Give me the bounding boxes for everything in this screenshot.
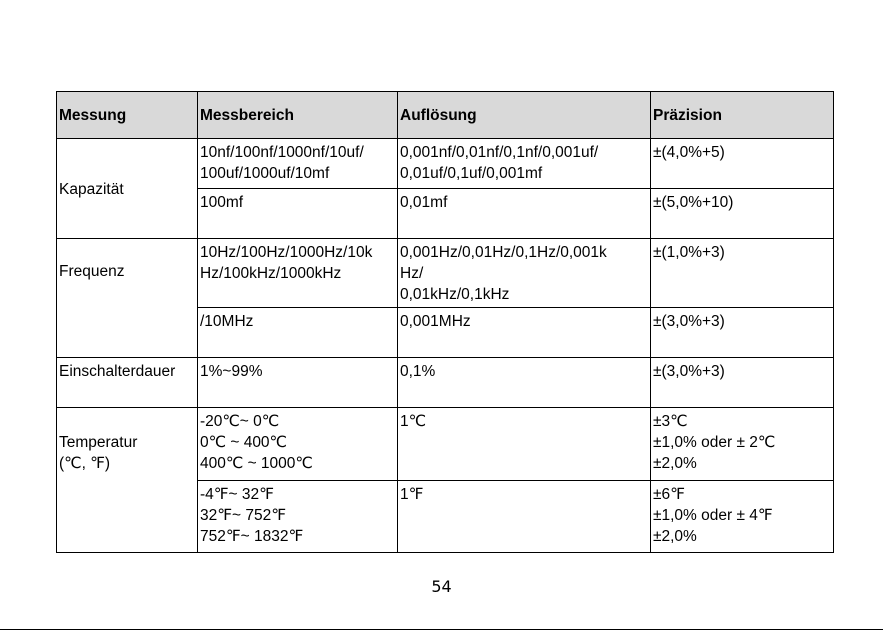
measurement-label: Einschalterdauer bbox=[59, 363, 176, 380]
table-row bbox=[57, 139, 834, 189]
resolution-cell: 0,1% bbox=[398, 358, 651, 408]
range-cell: 1%~99% bbox=[198, 358, 398, 408]
resolution-cell: 0,001Hz/0,01Hz/0,1Hz/0,001k Hz/ 0,01kHz/0,1kHz bbox=[398, 239, 651, 308]
range-cell: 100mf bbox=[198, 189, 398, 239]
resolution-cell: 0,01mf bbox=[398, 189, 651, 239]
precision-cell: ±(5,0%+10) bbox=[651, 189, 834, 239]
resolution-cell: 0,001MHz bbox=[398, 308, 651, 358]
table-header-row bbox=[57, 92, 834, 139]
page-number: 54 bbox=[431, 577, 452, 596]
range-cell: -4℉~ 32℉ 32℉~ 752℉ 752℉~ 1832℉ bbox=[198, 481, 398, 553]
range-cell: 10Hz/100Hz/1000Hz/10k Hz/100kHz/1000kHz bbox=[198, 239, 398, 308]
range-cell: -20℃~ 0℃ 0℃ ~ 400℃ 400℃ ~ 1000℃ bbox=[198, 408, 398, 481]
header-measurement: Messung bbox=[57, 92, 198, 139]
precision-cell: ±3℃ ±1,0% oder ± 2℃ ±2,0% bbox=[651, 408, 834, 481]
measurement-label: Kapazität bbox=[59, 180, 124, 198]
measurement-label: Temperatur bbox=[59, 434, 138, 451]
range-cell: 10nf/100nf/1000nf/10uf/ 100uf/1000uf/10mf bbox=[198, 139, 398, 189]
header-range: Messbereich bbox=[198, 92, 398, 139]
measurement-temperature bbox=[57, 408, 198, 553]
measurement-frequency bbox=[57, 239, 198, 358]
measurement-label: Frequenz bbox=[59, 263, 125, 280]
precision-cell: ±(3,0%+3) bbox=[651, 308, 834, 358]
precision-cell: ±6℉ ±1,0% oder ± 4℉ ±2,0% bbox=[651, 481, 834, 553]
bottom-rule bbox=[0, 629, 883, 630]
resolution-cell: 1℉ bbox=[398, 481, 651, 553]
measurement-duty-cycle bbox=[57, 358, 198, 408]
resolution-cell: 1℃ bbox=[398, 408, 651, 481]
precision-cell: ±(4,0%+5) bbox=[651, 139, 834, 189]
header-precision: Präzision bbox=[651, 92, 834, 139]
header-resolution: Auflösung bbox=[398, 92, 651, 139]
specification-table bbox=[56, 91, 834, 553]
table-row bbox=[57, 408, 834, 481]
resolution-cell: 0,001nf/0,01nf/0,1nf/0,001uf/ 0,01uf/0,1uf/0,001mf bbox=[398, 139, 651, 189]
precision-cell: ±(3,0%+3) bbox=[651, 358, 834, 408]
measurement-units: (℃, ℉) bbox=[59, 455, 111, 472]
table-row bbox=[57, 239, 834, 308]
measurement-capacitance bbox=[57, 139, 198, 239]
table-row bbox=[57, 358, 834, 408]
precision-cell: ±(1,0%+3) bbox=[651, 239, 834, 308]
range-cell: /10MHz bbox=[198, 308, 398, 358]
